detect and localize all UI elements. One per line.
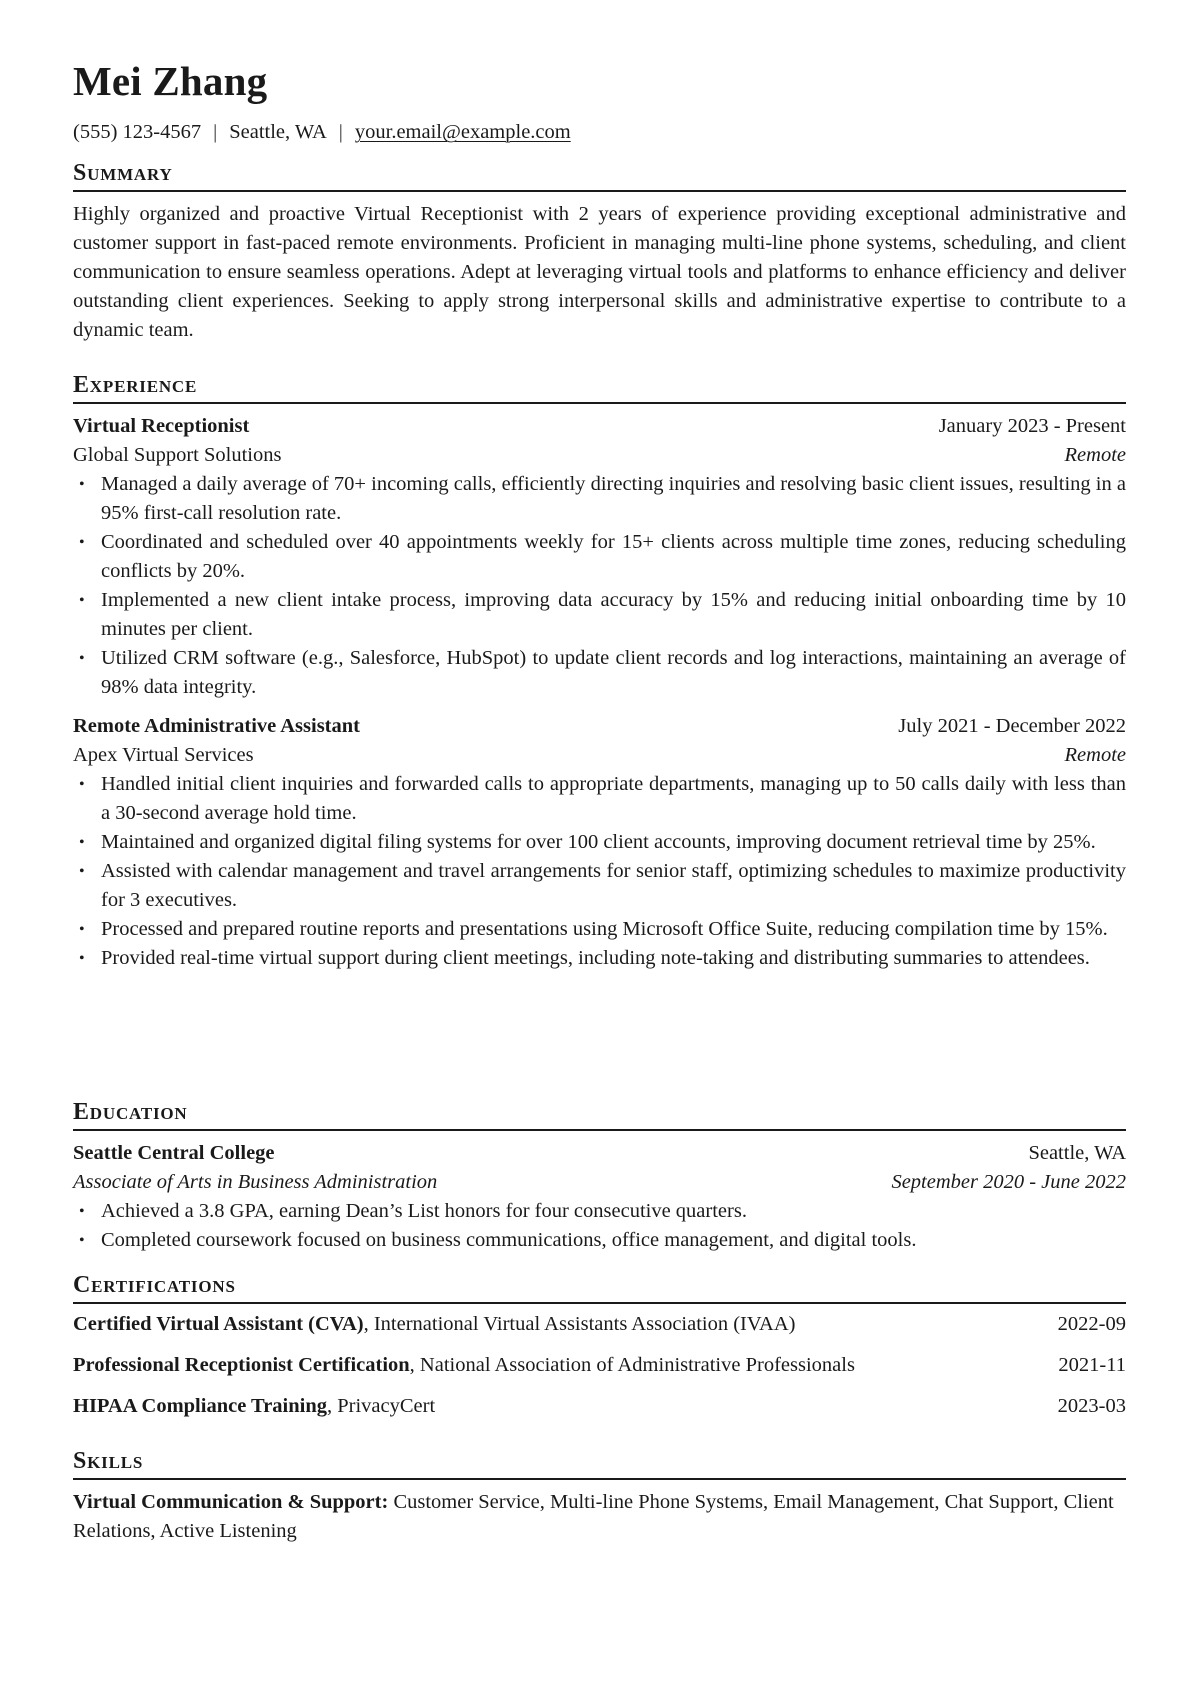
job-company: Apex Virtual Services [73,744,254,766]
bullet-icon: • [79,1232,85,1249]
list-item: • Implemented a new client intake process, improving data accuracy by 15% and reducing initial onboarding time by 10 minutes per client. [73,586,1126,644]
list-item: • Processed and prepared routine reports and presentations using Microsoft Office Suite, reducing compilation time by 15%. [73,915,1126,944]
bullet-icon: • [79,950,85,967]
education-section [73,1099,1126,1255]
job-role: Remote Administrative Assistant [73,715,360,737]
bullet-icon: • [79,534,85,551]
bullet-icon: • [79,863,85,880]
list-item: • Assisted with calendar management and travel arrangements for senior staff, optimizing schedules to maximize productivity for 3 executives. [73,857,1126,915]
certification-row [73,1345,1126,1386]
certification-date: 2021-11 [1058,1354,1126,1376]
job-dates: January 2023 - Present [938,415,1126,437]
education-dates: September 2020 - June 2022 [891,1171,1126,1193]
certification-name: HIPAA Compliance Training [73,1395,327,1417]
bullet-icon: • [79,650,85,667]
bullet-icon: • [79,476,85,493]
certification-date: 2023-03 [1057,1395,1126,1417]
education-bullets [73,1197,1126,1255]
job-dates: July 2021 - December 2022 [898,715,1126,737]
separator: | [338,121,343,143]
job-company: Global Support Solutions [73,444,282,466]
job-entry [73,712,1126,973]
bullet-icon: • [79,834,85,851]
list-item: • Coordinated and scheduled over 40 appointments weekly for 15+ clients across multiple time zones, reducing scheduling conflicts by 20%. [73,528,1126,586]
certification-name: Professional Receptionist Certification [73,1354,410,1376]
summary-text: Highly organized and proactive Virtual Receptionist with 2 years of experience providing exceptional administrative and customer support in fast-paced remote environments. Proficient in managing multi-line phone systems, scheduling, and client communication to ensure seamless operations. Adept at leveraging virtual tools and platforms to enhance efficiency and deliver outstanding client experiences. Seeking to apply strong interpersonal skills and administrative expertise to contribute to a dynamic team. [73,203,1126,341]
bullet-icon: • [79,776,85,793]
certification-issuer: , PrivacyCert [327,1395,436,1417]
certification-row [73,1304,1126,1345]
certification-name: Certified Virtual Assistant (CVA) [73,1313,364,1335]
skills-section [73,1448,1126,1546]
job-role: Virtual Receptionist [73,415,250,437]
list-item: • Provided real-time virtual support during client meetings, including note-taking and distributing summaries to attendees. [73,944,1126,973]
list-item: • Managed a daily average of 70+ incoming calls, efficiently directing inquiries and resolving basic client issues, resulting in a 95% first-call resolution rate. [73,470,1126,528]
education-entry [73,1139,1126,1255]
certification-date: 2022-09 [1057,1313,1126,1335]
section-title-skills: Skills [73,1448,1126,1480]
bullet-icon: • [79,592,85,609]
list-item: • Handled initial client inquiries and forwarded calls to appropriate departments, managing up to 50 calls daily with less than a 30-second average hold time. [73,770,1126,828]
certification-issuer: , International Virtual Assistants Association (IVAA) [363,1313,796,1335]
section-title-summary: Summary [73,160,1126,192]
skill-group-label: Virtual Communication & Support: [73,1491,389,1513]
certifications-section [73,1272,1126,1427]
separator: | [213,121,218,143]
phone-number: (555) 123-4567 [73,121,202,143]
section-title-education: Education [73,1099,1126,1131]
job-bullets [73,470,1126,702]
list-item: • Completed coursework focused on business communications, office management, and digital tools. [73,1226,1126,1255]
school-location: Seattle, WA [1028,1142,1126,1164]
section-title-certifications: Certifications [73,1272,1126,1304]
school-name: Seattle Central College [73,1142,275,1164]
certification-row [73,1386,1126,1427]
degree: Associate of Arts in Business Administration [73,1171,438,1193]
section-title-experience: Experience [73,372,1126,404]
list-item: • Achieved a 3.8 GPA, earning Dean’s List honors for four consecutive quarters. [73,1197,1126,1226]
job-location: Remote [1064,744,1126,766]
skill-group-items: Customer Service, Multi-line Phone Systems, Email Management, Chat Support, Client Relations, Active Listening [73,1491,1114,1542]
email-link[interactable]: your.email@example.com [354,121,571,143]
job-location: Remote [1064,444,1126,466]
candidate-name: Mei Zhang [73,58,268,104]
bullet-icon: • [79,921,85,938]
summary-section [73,160,1126,345]
list-item: • Utilized CRM software (e.g., Salesforce, HubSpot) to update client records and log interactions, maintaining an average of 98% data integrity. [73,644,1126,702]
list-item: • Maintained and organized digital filing systems for over 100 client accounts, improving document retrieval time by 25%. [73,828,1126,857]
skill-group [73,1488,1126,1546]
certification-issuer: , National Association of Administrative Professionals [409,1354,855,1376]
bullet-icon: • [79,1203,85,1220]
location: Seattle, WA [229,121,327,143]
contact-line [73,120,571,144]
job-bullets [73,770,1126,973]
experience-section [73,372,1126,973]
job-entry [73,412,1126,702]
